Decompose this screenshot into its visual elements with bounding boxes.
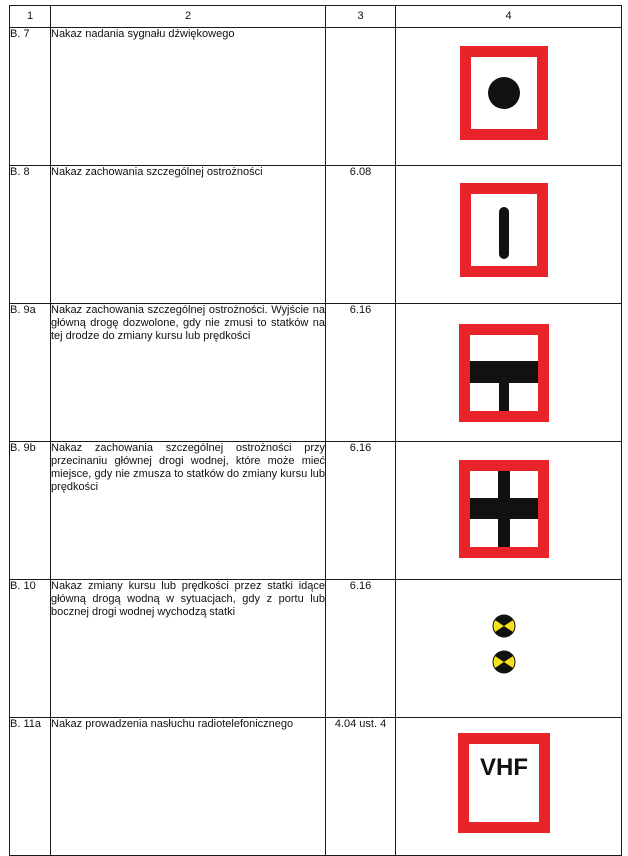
sign-image-cell bbox=[396, 442, 622, 580]
header-col-3: 3 bbox=[326, 6, 396, 28]
red-square-vertical-bar-icon bbox=[396, 166, 622, 303]
two-yellow-black-lights-icon bbox=[396, 580, 622, 717]
table-row bbox=[10, 718, 622, 856]
sign-article bbox=[326, 28, 396, 166]
sign-article: 6.16 bbox=[326, 304, 396, 442]
header-col-2: 2 bbox=[51, 6, 326, 28]
sign-article: 6.16 bbox=[326, 580, 396, 718]
sign-image-cell bbox=[396, 166, 622, 304]
table-row bbox=[10, 580, 622, 718]
red-square-vhf-icon bbox=[396, 718, 622, 855]
sign-image-cell bbox=[396, 580, 622, 718]
sign-description: Nakaz zachowania szczególnej ostrożności bbox=[51, 166, 326, 304]
sign-code: B. 7 bbox=[10, 28, 51, 166]
sign-description: Nakaz nadania sygnału dźwiękowego bbox=[51, 28, 326, 166]
sign-code: B. 8 bbox=[10, 166, 51, 304]
sign-image-cell bbox=[396, 718, 622, 856]
vhf-label: VHF bbox=[480, 754, 528, 781]
sign-description: Nakaz zachowania szczególnej ostrożności. Wyjście na główną drogę dozwolone, gdy nie zmusi to statków na tej drodze do zmiany kursu lub prędkości bbox=[51, 304, 326, 442]
sign-image-cell bbox=[396, 304, 622, 442]
red-square-black-dot-icon bbox=[396, 28, 622, 165]
signs-table bbox=[9, 5, 622, 856]
sign-description: Nakaz zmiany kursu lub prędkości przez statki idące główną drogą wodną w sytuacjach, gdy z portu lub bocznej drogi wodnej wychodzą statki bbox=[51, 580, 326, 718]
header-col-1: 1 bbox=[10, 6, 51, 28]
sign-article: 6.08 bbox=[326, 166, 396, 304]
header-row bbox=[10, 6, 622, 28]
sign-code: B. 9a bbox=[10, 304, 51, 442]
sign-description: Nakaz zachowania szczególnej ostrożności przy przecinaniu głównej drogi wodnej, które może mieć miejsce, gdy nie zmusza to statków do zmiany kursu lub prędkości bbox=[51, 442, 326, 580]
red-square-t-junction-icon bbox=[396, 304, 622, 441]
table-row bbox=[10, 166, 622, 304]
table-row bbox=[10, 442, 622, 580]
header-col-4: 4 bbox=[396, 6, 622, 28]
table-row bbox=[10, 28, 622, 166]
sign-image-cell bbox=[396, 28, 622, 166]
red-square-cross-icon bbox=[396, 442, 622, 579]
sign-code: B. 11a bbox=[10, 718, 51, 856]
sign-description: Nakaz prowadzenia nasłuchu radiotelefonicznego bbox=[51, 718, 326, 856]
sign-code: B. 9b bbox=[10, 442, 51, 580]
sign-article: 4.04 ust. 4 bbox=[326, 718, 396, 856]
table-row bbox=[10, 304, 622, 442]
sign-article: 6.16 bbox=[326, 442, 396, 580]
sign-code: B. 10 bbox=[10, 580, 51, 718]
